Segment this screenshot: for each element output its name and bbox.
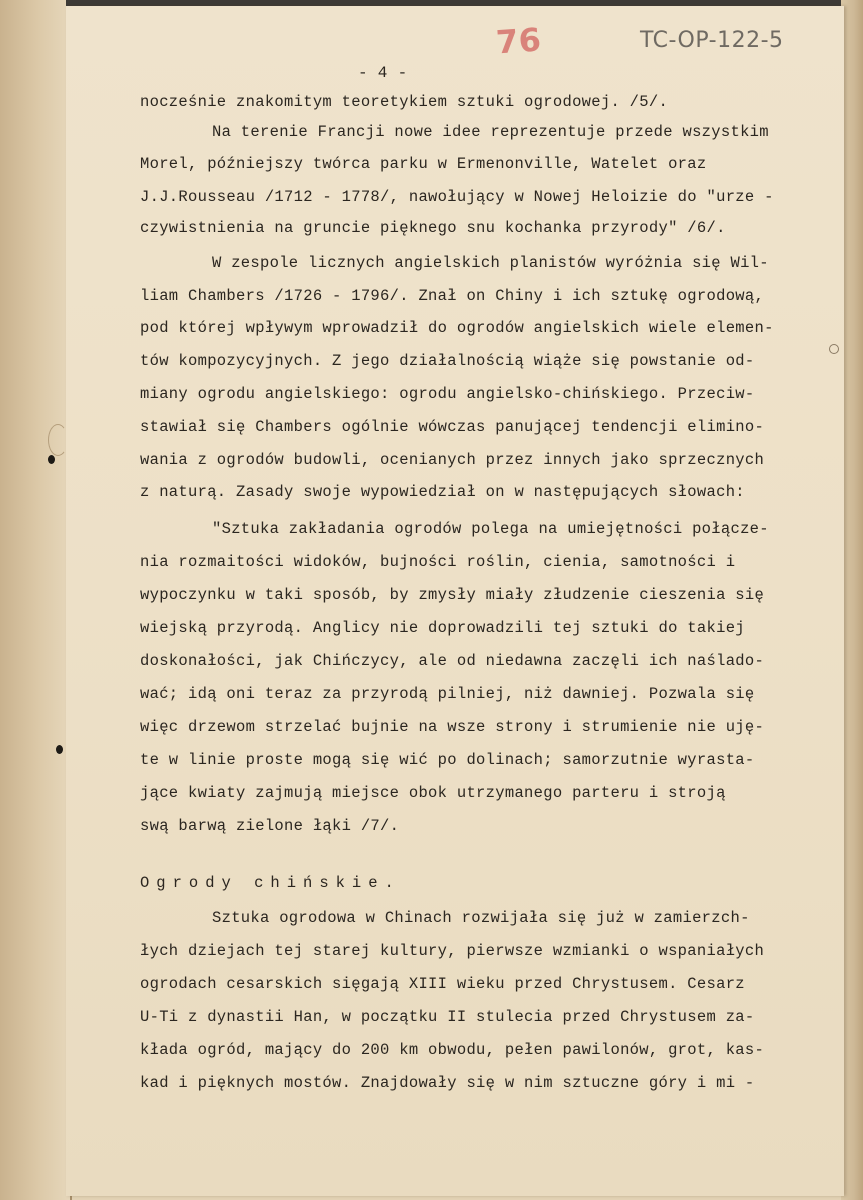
text-line: tów kompozycyjnych. Z jego działalnością wiąże się powstanie od- (140, 352, 755, 370)
quote-line: swą barwą zielone łąki /7/. (140, 817, 400, 835)
quote-line: wiejską przyrodą. Anglicy nie doprowadzili tej sztuki do takiej (140, 619, 745, 637)
text-line: łych dziejach tej starej kultury, pierwsze wzmianki o wspaniałych (140, 942, 765, 960)
quote-line: wać; idą oni teraz za przyrodą pilniej, niż dawniej. Pozwala się (140, 685, 755, 703)
quote-line: więc drzewom strzelać bujnie na wsze strony i strumienie nie uję- (140, 718, 765, 736)
text-line: z naturą. Zasady swoje wypowiedział on w następujących słowach: (140, 483, 745, 501)
quote-line: doskonałości, jak Chińczycy, ale od niedawna zaczęli ich naślado- (140, 652, 765, 670)
text-line: J.J.Rousseau /1712 - 1778/, nawołujący w Nowej Heloizie do "urze - (140, 188, 774, 206)
text-line: stawiał się Chambers ogólnie wówczas panującej tendencji elimino- (140, 418, 765, 436)
section-heading: Ogrody chińskie. (140, 874, 401, 892)
page-number: - 4 - (358, 64, 408, 82)
text-line: liam Chambers /1726 - 1796/. Znał on Chiny i ich sztukę ogrodową, (140, 287, 765, 305)
quote-line: te w linie proste mogą się wić po dolinach; samorzutnie wyrasta- (140, 751, 755, 769)
text-line: kad i pięknych mostów. Znajdowały się w nim sztuczne góry i mi - (140, 1074, 755, 1092)
archive-code: TC-OP-122-5 (640, 28, 784, 53)
text-line: miany ogrodu angielskiego: ogrodu angielsko-chińskiego. Przeciw- (140, 385, 755, 403)
text-line: ogrodach cesarskich sięgają XIII wieku przed Chrystusem. Cesarz (140, 975, 745, 993)
text-line: czywistnienia na gruncie pięknego snu kochanka przyrody" /6/. (140, 219, 726, 237)
text-line: Na terenie Francji nowe idee reprezentuje przede wszystkim (212, 123, 769, 141)
text-line: Sztuka ogrodowa w Chinach rozwijała się już w zamierzch- (212, 909, 750, 927)
red-reference-number: 76 (494, 20, 543, 62)
text-line: W zespole licznych angielskich planistów wyróżnia się Wil- (212, 254, 769, 272)
text-line: kłada ogród, mający do 200 km obwodu, pełen pawilonów, grot, kas- (140, 1041, 765, 1059)
quote-line: "Sztuka zakładania ogrodów polega na umiejętności połącze- (212, 520, 769, 538)
text-line: wania z ogrodów budowli, ocenianych przez innych jako sprzecznych (140, 451, 765, 469)
text-line: Morel, późniejszy twórca parku w Ermenonville, Watelet oraz (140, 155, 707, 173)
text-line: pod której wpływym wprowadził do ogrodów angielskich wiele elemen- (140, 319, 774, 337)
quote-line: nia rozmaitości widoków, bujności roślin, cienia, samotności i (140, 553, 736, 571)
quote-line: wypoczynku w taki sposób, by zmysły miały złudzenie cieszenia się (140, 586, 765, 604)
text-line: nocześnie znakomitym teoretykiem sztuki ogrodowej. /5/. (140, 93, 669, 111)
quote-line: jące kwiaty zajmują miejsce obok utrzymanego parteru i stroją (140, 784, 726, 802)
text-line: U-Ti z dynastii Han, w początku II stulecia przed Chrystusem za- (140, 1008, 755, 1026)
